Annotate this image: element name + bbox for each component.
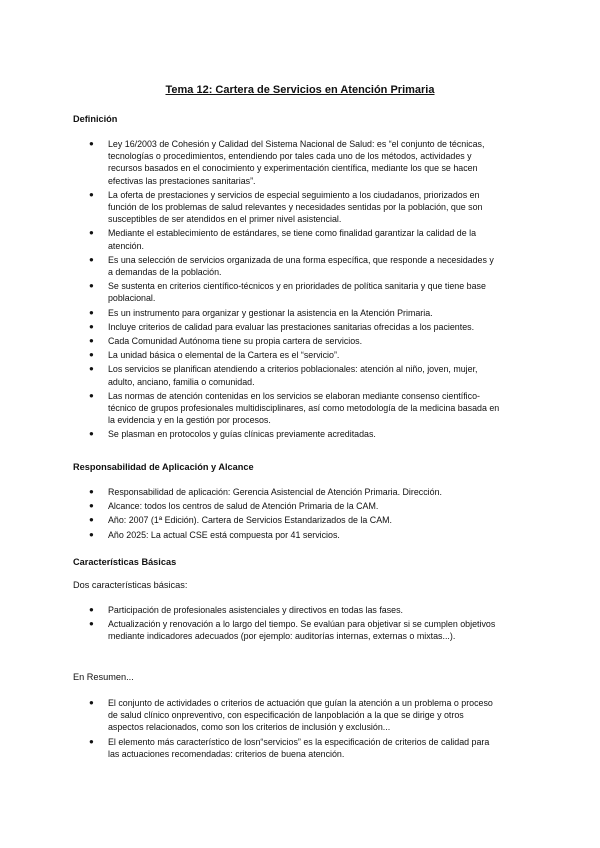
- bullet-icon: ●: [89, 605, 94, 614]
- bullet-icon: ●: [89, 364, 94, 374]
- section-heading-caracteristicas: Características Básicas: [73, 557, 177, 567]
- list-item: ● Ley 16/2003 de Cohesión y Calidad del Sistema Nacional de Salud: es “el conjunto de técnicas, tecnologías o procedimientos, entendiendo por tales cada uno de los métodos, actividades y recursos basados en el conocimiento y experimentación científica, mediante los que se hacen efectivas las prestaciones sanitarias”.: [89, 139, 485, 186]
- list-item: ● El conjunto de actividades o criterios de actuación que guían la atención a un problema o proceso de salud clínico onpreventivo, con especificación de lanpoblación a la que se dirige y otros aspectos relacionados, como son los criterios de inclusión y exclusión...: [89, 698, 493, 733]
- list-item: ● Responsabilidad de aplicación: Gerencia Asistencial de Atención Primaria. Dirección.: [89, 487, 442, 497]
- bullet-icon: ●: [89, 228, 94, 238]
- bullet-icon: ●: [89, 487, 94, 496]
- bullet-icon: ●: [89, 350, 94, 360]
- list-item: ● Mediante el establecimiento de estándares, se tiene como finalidad garantizar la calidad de la atención.: [89, 228, 477, 251]
- bullet-icon: ●: [89, 698, 94, 707]
- bullet-icon: ●: [89, 501, 94, 511]
- list-item: ● Se sustenta en criterios científico-técnicos y en prioridades de política sanitaria y que tiene base poblacional.: [89, 281, 486, 304]
- bullet-icon: ●: [89, 307, 94, 317]
- responsabilidad-list: [0, 486, 600, 543]
- list-item: ● Alcance: todos los centros de salud de Atención Primaria de la CAM.: [89, 501, 379, 512]
- bullet-icon: ●: [89, 529, 94, 539]
- list-item: ● Se plasman en protocolos y guías clínicas previamente acreditadas.: [89, 429, 376, 440]
- caracteristicas-list: [0, 604, 600, 645]
- list-item: ● El elemento más característico de losn“servicios” es la especificación de criterios de calidad para las actuaciones recomendadas: criterios de buena atención.: [89, 736, 490, 759]
- resumen-list: [0, 697, 600, 762]
- caracteristicas-intro: Dos características básicas:: [73, 580, 188, 590]
- section-heading-responsabilidad: Responsabilidad de Aplicación y Alcance: [73, 462, 254, 472]
- bullet-icon: ●: [89, 189, 94, 199]
- bullet-icon: ●: [89, 429, 94, 439]
- bullet-icon: ●: [89, 390, 94, 400]
- bullet-icon: ●: [89, 515, 94, 525]
- bullet-icon: ●: [89, 736, 94, 746]
- list-item: ● Las normas de atención contenidas en los servicios se elaboran mediante consenso científico-técnico de grupos profesionales multidisciplinares, así como metodología de la medicina basada en la evidencia y en la gestión por procesos.: [89, 390, 500, 426]
- bullet-icon: ●: [89, 336, 94, 346]
- list-item: ● Participación de profesionales asistenciales y directivos en todas las fases.: [89, 605, 404, 615]
- list-item: ● Cada Comunidad Autónoma tiene su propia cartera de servicios.: [89, 336, 363, 347]
- list-item: ● Año: 2007 (1ª Edición). Cartera de Servicios Estandarizados de la CAM.: [89, 515, 392, 526]
- page-title: Tema 12: Cartera de Servicios en Atención Primaria: [165, 84, 435, 96]
- list-item: ● Es un instrumento para organizar y gestionar la asistencia en la Atención Primaria.: [89, 307, 433, 318]
- list-item: ● Los servicios se planifican atendiendo a criterios poblacionales: atención al niño, joven, mujer, adulto, anciano, familia o comunidad.: [89, 364, 478, 387]
- bullet-icon: ●: [89, 321, 94, 331]
- definicion-list: [0, 138, 600, 443]
- bullet-icon: ●: [89, 254, 94, 264]
- list-item: ● La oferta de prestaciones y servicios de especial seguimiento a los ciudadanos, priorizados en función de los problemas de salud relevantes y necesidades sentidas por la población, que son susceptibles de ser atendidos en el primer nivel asistencial.: [89, 189, 483, 225]
- list-item: ● Actualización y renovación a lo largo del tiempo. Se evalúan para objetivar si se cumplen objetivos mediante indicadores adecuados (por ejemplo: auditorías internas, externas o mixtas...).: [89, 619, 496, 642]
- bullet-icon: ●: [89, 139, 94, 148]
- list-item: ● Incluye criterios de calidad para evaluar las prestaciones sanitarias ofrecidas a los pacientes.: [89, 321, 475, 332]
- resumen-intro: En Resumen...: [73, 672, 134, 682]
- bullet-icon: ●: [89, 281, 94, 291]
- list-item: ● Es una selección de servicios organizada de una forma específica, que responde a necesidades y a demandas de la población.: [89, 254, 494, 278]
- bullet-icon: ●: [89, 619, 94, 629]
- list-item: ● Año 2025: La actual CSE está compuesta por 41 servicios.: [89, 529, 340, 540]
- list-item: ● La unidad básica o elemental de la Cartera es el “servicio”.: [89, 350, 340, 361]
- section-heading-definicion: Definición: [73, 114, 118, 124]
